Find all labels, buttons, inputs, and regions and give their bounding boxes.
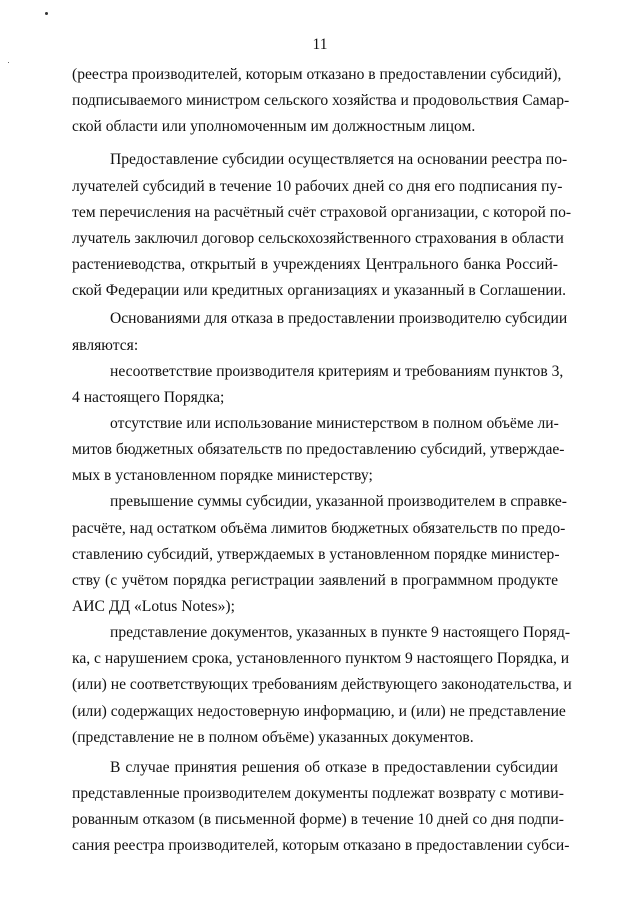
text-line: ской Федерации или кредитных организациях и указанный в Соглашении. <box>72 282 567 300</box>
text-line: АИС ДД «Lotus Notes»); <box>72 598 235 615</box>
text-line: (реестра производителей, которым отказано в предоставлении субсидий), <box>72 66 562 83</box>
text-line: рованным отказом (в письменной форме) в течение 10 дней со дня подпи- <box>72 811 564 829</box>
text-line: тем перечисления на расчётный счёт страховой организации, с которой по- <box>72 203 572 221</box>
text-line: превышение суммы субсидии, указанной производителем в справке- <box>110 493 567 511</box>
text-line: (или) содержащих недостоверную информацию, и (или) не представление <box>72 702 566 720</box>
text-line: (представление не в полном объёме) указанных документов. <box>72 728 474 746</box>
text-line: мых в установленном порядке министерству; <box>72 467 373 485</box>
scan-speck-mark <box>8 62 9 63</box>
text-line: сания реестра производителей, которым отказано в предоставлении субси- <box>72 837 570 855</box>
text-line: В случае принятия решения об отказе в предоставлении субсидии <box>110 758 558 776</box>
text-line: Предоставление субсидии осуществляется на основании реестра по- <box>110 151 568 169</box>
scan-speck-mark <box>45 12 48 15</box>
text-line: несоответствие производителя критериям и требованиям пунктов 3, <box>110 362 564 380</box>
text-line: отсутствие или использование министерством в полном объёме ли- <box>110 414 559 432</box>
text-line: лучателей субсидий в течение 10 рабочих дней со дня его подписания пу- <box>72 177 563 195</box>
text-line: ка, с нарушением срока, установленного пунктом 9 настоящего Порядка, и <box>72 650 570 668</box>
page-number: 11 <box>312 36 328 53</box>
text-line: представление документов, указанных в пункте 9 настоящего Поряд- <box>110 624 571 642</box>
text-line: ству (с учётом порядка регистрации заявлений в программном продукте <box>72 571 558 589</box>
text-line: лучатель заключил договор сельскохозяйственного страхования в области <box>72 229 564 247</box>
text-line: 4 настоящего Порядка; <box>72 388 225 406</box>
text-line: ставлению субсидий, утверждаемых в установленном порядке министер- <box>72 545 560 563</box>
text-line: растениеводства, открытый в учреждениях Центрального банка Россий- <box>72 256 558 274</box>
text-line: представленные производителем документы подлежат возврату с мотиви- <box>72 785 564 803</box>
text-line: расчёте, над остатком объёма лимитов бюджетных обязательств по предо- <box>72 519 566 537</box>
text-line: подписываемого министром сельского хозяйства и продовольствия Самар- <box>72 92 570 110</box>
text-line: (или) не соответствующих требованиям действующего законодательства, и <box>72 676 572 694</box>
text-line: Основаниями для отказа в предоставлении производителю субсидии <box>110 310 568 328</box>
text-line: митов бюджетных обязательств по предоставлению субсидий, утверждае- <box>72 441 565 459</box>
text-line: ской области или уполномоченным им должностным лицом. <box>72 118 476 136</box>
text-line: являются: <box>72 336 139 354</box>
